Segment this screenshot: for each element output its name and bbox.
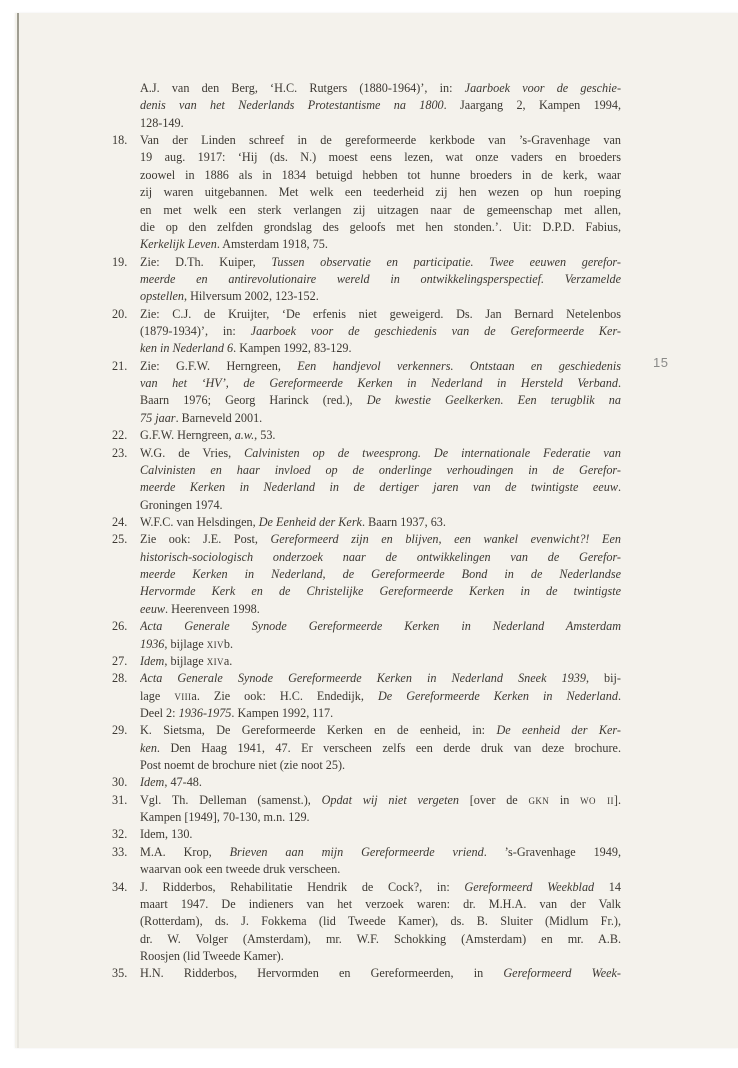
- endnote-line: eeuw. Heerenveen 1998.: [140, 601, 260, 616]
- endnote: [112, 254, 621, 306]
- page-gutter-shadow: [17, 13, 19, 1048]
- endnote-text: [140, 531, 621, 618]
- endnote-line: ken in Nederland 6. Kampen 1992, 83-129.: [140, 341, 352, 356]
- endnote-text: [140, 965, 621, 982]
- endnote: [112, 80, 621, 132]
- endnote-text: [140, 358, 621, 427]
- page-number: 15: [653, 355, 669, 370]
- endnote-text: [140, 670, 621, 722]
- endnote-line: meerde Kerken in Nederland in de dertiger jaren van de twintigste eeuw.: [140, 480, 621, 495]
- endnote-line: Deel 2: 1936-1975. Kampen 1992, 117.: [140, 705, 334, 720]
- endnote-line: zoowel in 1886 als in 1834 betuigd hebben tot hunne broeders in de kerk, waar: [140, 167, 621, 182]
- endnote-number: 28.: [112, 671, 128, 686]
- endnote: [112, 514, 621, 531]
- endnote-line: Zie: C.J. de Kruijter, ‘De erfenis niet geweigerd. Ds. Jan Bernard Netelenbos: [140, 306, 621, 321]
- endnote-number: [112, 80, 138, 97]
- endnote-text: [140, 427, 621, 444]
- endnote: [112, 826, 621, 843]
- endnote-line: Post noemt de brochure niet (zie noot 25).: [140, 758, 346, 773]
- endnote-line: Zie: G.F.W. Herngreen, Een handjevol verkenners. Ontstaan en geschiedenis: [140, 358, 621, 373]
- endnote-line: Vgl. Th. Delleman (samenst.), Opdat wij niet vergeten [over de gkn in wo ii].: [140, 792, 621, 807]
- endnote-text: [140, 722, 621, 774]
- endnote-number: 27.: [112, 653, 128, 668]
- endnote-number: 19.: [112, 254, 128, 269]
- endnote-line: W.F.C. van Helsdingen, De Eenheid der Kerk. Baarn 1937, 63.: [140, 514, 446, 529]
- endnote-line: ken. Den Haag 1941, 47. Er verscheen zelfs een derde druk van deze brochure.: [140, 740, 621, 755]
- endnote-line: 75 jaar. Barneveld 2001.: [140, 410, 263, 425]
- endnote: [112, 358, 621, 427]
- endnote-line: 19 aug. 1917: ‘Hij (ds. N.) moest eens lezen, wat onze vaders en broeders: [140, 150, 621, 165]
- endnote-text: [140, 792, 621, 827]
- endnote: [112, 792, 621, 827]
- endnote-text: [140, 618, 621, 653]
- endnote-text: [140, 826, 621, 843]
- endnote-line: meerde Kerken in Nederland, de Gereformeerde Bond in de Nederlandse: [140, 567, 621, 582]
- endnote-line: Zie: D.Th. Kuiper, Tussen observatie en participatie. Twee eeuwen gerefor-: [140, 254, 621, 269]
- endnote-text: [140, 879, 621, 966]
- endnote-line: Baarn 1976; Georg Harinck (red.), De kwestie Geelkerken. Een terugblik na: [140, 393, 621, 408]
- endnote-line: 128-149.: [140, 115, 184, 130]
- endnote-text: [140, 844, 621, 879]
- endnote-text: [140, 80, 621, 132]
- endnote-line: 1936, bijlage xivb.: [140, 636, 234, 651]
- endnote: [112, 879, 621, 966]
- endnote-number: 24.: [112, 514, 128, 529]
- endnote-number: 32.: [112, 827, 128, 842]
- endnote-line: dr. W. Volger (Amsterdam), mr. W.F. Schokking (Amsterdam) en mr. A.B.: [140, 931, 621, 946]
- endnote: [112, 844, 621, 879]
- endnote: [112, 722, 621, 774]
- endnote-text: [140, 445, 621, 514]
- endnote: [112, 774, 621, 791]
- endnote-line: die op den zelfden grondslag des geloofs met hen stonden.’. Uit: D.P.D. Fabius,: [140, 219, 621, 234]
- endnote-line: Van der Linden schreef in de gereformeerde kerkbode van ’s-Gravenhage van: [140, 133, 621, 148]
- endnote-number: 31.: [112, 792, 128, 807]
- endnote-line: K. Sietsma, De Gereformeerde Kerken en de eenheid, in: De eenheid der Ker-: [140, 723, 621, 738]
- endnote-line: Roosjen (lid Tweede Kamer).: [140, 948, 284, 963]
- endnote-text: [140, 132, 621, 254]
- endnote-number: 25.: [112, 532, 128, 547]
- endnote-line: M.A. Krop, Brieven aan mijn Gereformeerde vriend. ’s-Gravenhage 1949,: [140, 844, 621, 859]
- endnote-line: denis van het Nederlands Protestantisme na 1800. Jaargang 2, Kampen 1994,: [140, 98, 621, 113]
- endnote-line: Idem, 130.: [140, 827, 193, 842]
- endnote-line: (Rotterdam), ds. J. Fokkema (lid Tweede Kamer), ds. B. Sluiter (Midlum Fr.),: [140, 914, 621, 929]
- endnote-line: lage viiia. Zie ook: H.C. Endedijk, De Gereformeerde Kerken in Nederland.: [140, 688, 621, 703]
- endnote-number: 26.: [112, 619, 128, 634]
- endnote-line: maart 1947. De indieners van het verzoek waren: dr. M.H.A. van der Valk: [140, 896, 621, 911]
- endnote: [112, 531, 621, 618]
- endnote: [112, 132, 621, 254]
- endnote-line: Groningen 1974.: [140, 497, 223, 512]
- endnote-line: Hervormde Kerk en de Christelijke Gereformeerde Kerken in de twintigste: [140, 584, 621, 599]
- endnote-line: Acta Generale Synode Gereformeerde Kerken in Nederland Amsterdam: [140, 619, 621, 634]
- endnote-line: J. Ridderbos, Rehabilitatie Hendrik de Cock?, in: Gereformeerd Weekblad 14: [140, 879, 621, 894]
- endnote: [112, 306, 621, 358]
- endnote: [112, 653, 621, 670]
- endnote-line: Kerkelijk Leven. Amsterdam 1918, 75.: [140, 237, 328, 252]
- book-page: [15, 13, 738, 1048]
- endnotes-list: [112, 80, 621, 983]
- endnote-number: 18.: [112, 133, 128, 148]
- endnote-line: (1879-1934)’, in: Jaarboek voor de geschiedenis van de Gereformeerde Ker-: [140, 324, 621, 339]
- endnote-line: Zie ook: J.E. Post, Gereformeerd zijn en blijven, een wankel evenwicht?! Een: [140, 532, 621, 547]
- endnote-line: Calvinisten en haar invloed op de onderlinge verhoudingen in de Gerefor-: [140, 462, 621, 477]
- endnote-text: [140, 653, 621, 670]
- endnote-number: 34.: [112, 879, 128, 894]
- endnote-line: zij waren uitgebannen. Met welk een teederheid zij hen wezen op hun roeping: [140, 185, 621, 200]
- endnote-line: van het ‘HV’, de Gereformeerde Kerken in Nederland in Hersteld Verband.: [140, 376, 621, 391]
- endnote: [112, 670, 621, 722]
- endnote-line: waarvan ook een tweede druk verscheen.: [140, 862, 341, 877]
- endnote-text: [140, 254, 621, 306]
- endnote: [112, 445, 621, 514]
- endnote-number: 29.: [112, 723, 128, 738]
- endnote-line: G.F.W. Herngreen, a.w., 53.: [140, 428, 276, 443]
- endnote-text: [140, 306, 621, 358]
- endnote-line: W.G. de Vries, Calvinisten op de tweesprong. De internationale Federatie van: [140, 445, 621, 460]
- endnote: [112, 427, 621, 444]
- endnote-text: [140, 774, 621, 791]
- endnote-line: historisch-sociologisch onderzoek naar de ontwikkelingen van de Gerefor-: [140, 549, 621, 564]
- endnote-line: Idem, bijlage xiva.: [140, 653, 233, 668]
- endnote-number: 30.: [112, 775, 128, 790]
- endnote-number: 20.: [112, 306, 128, 321]
- endnote-number: 22.: [112, 428, 128, 443]
- endnote: [112, 965, 621, 982]
- endnote-line: en met welk een sterk verlangen zij uitzagen naar de gemeenschap met allen,: [140, 202, 621, 217]
- endnote-number: 35.: [112, 966, 128, 981]
- endnote-line: H.N. Ridderbos, Hervormden en Gereformeerden, in Gereformeerd Week-: [140, 966, 621, 981]
- endnote-line: Kampen [1949], 70-130, m.n. 129.: [140, 810, 310, 825]
- endnote-line: meerde en antirevolutionaire wereld in ontwikkelingsperspectief. Verzamelde: [140, 271, 621, 286]
- endnote-number: 23.: [112, 445, 128, 460]
- endnote-text: [140, 514, 621, 531]
- endnote-line: Acta Generale Synode Gereformeerde Kerken in Nederland Sneek 1939, bij-: [140, 671, 621, 686]
- endnote-number: 21.: [112, 358, 128, 373]
- endnote-line: opstellen, Hilversum 2002, 123-152.: [140, 289, 319, 304]
- endnote-number: 33.: [112, 844, 128, 859]
- endnote: [112, 618, 621, 653]
- endnote-line: A.J. van den Berg, ‘H.C. Rutgers (1880-1964)’, in: Jaarboek voor de geschie-: [140, 81, 621, 95]
- endnote-line: Idem, 47-48.: [140, 775, 202, 790]
